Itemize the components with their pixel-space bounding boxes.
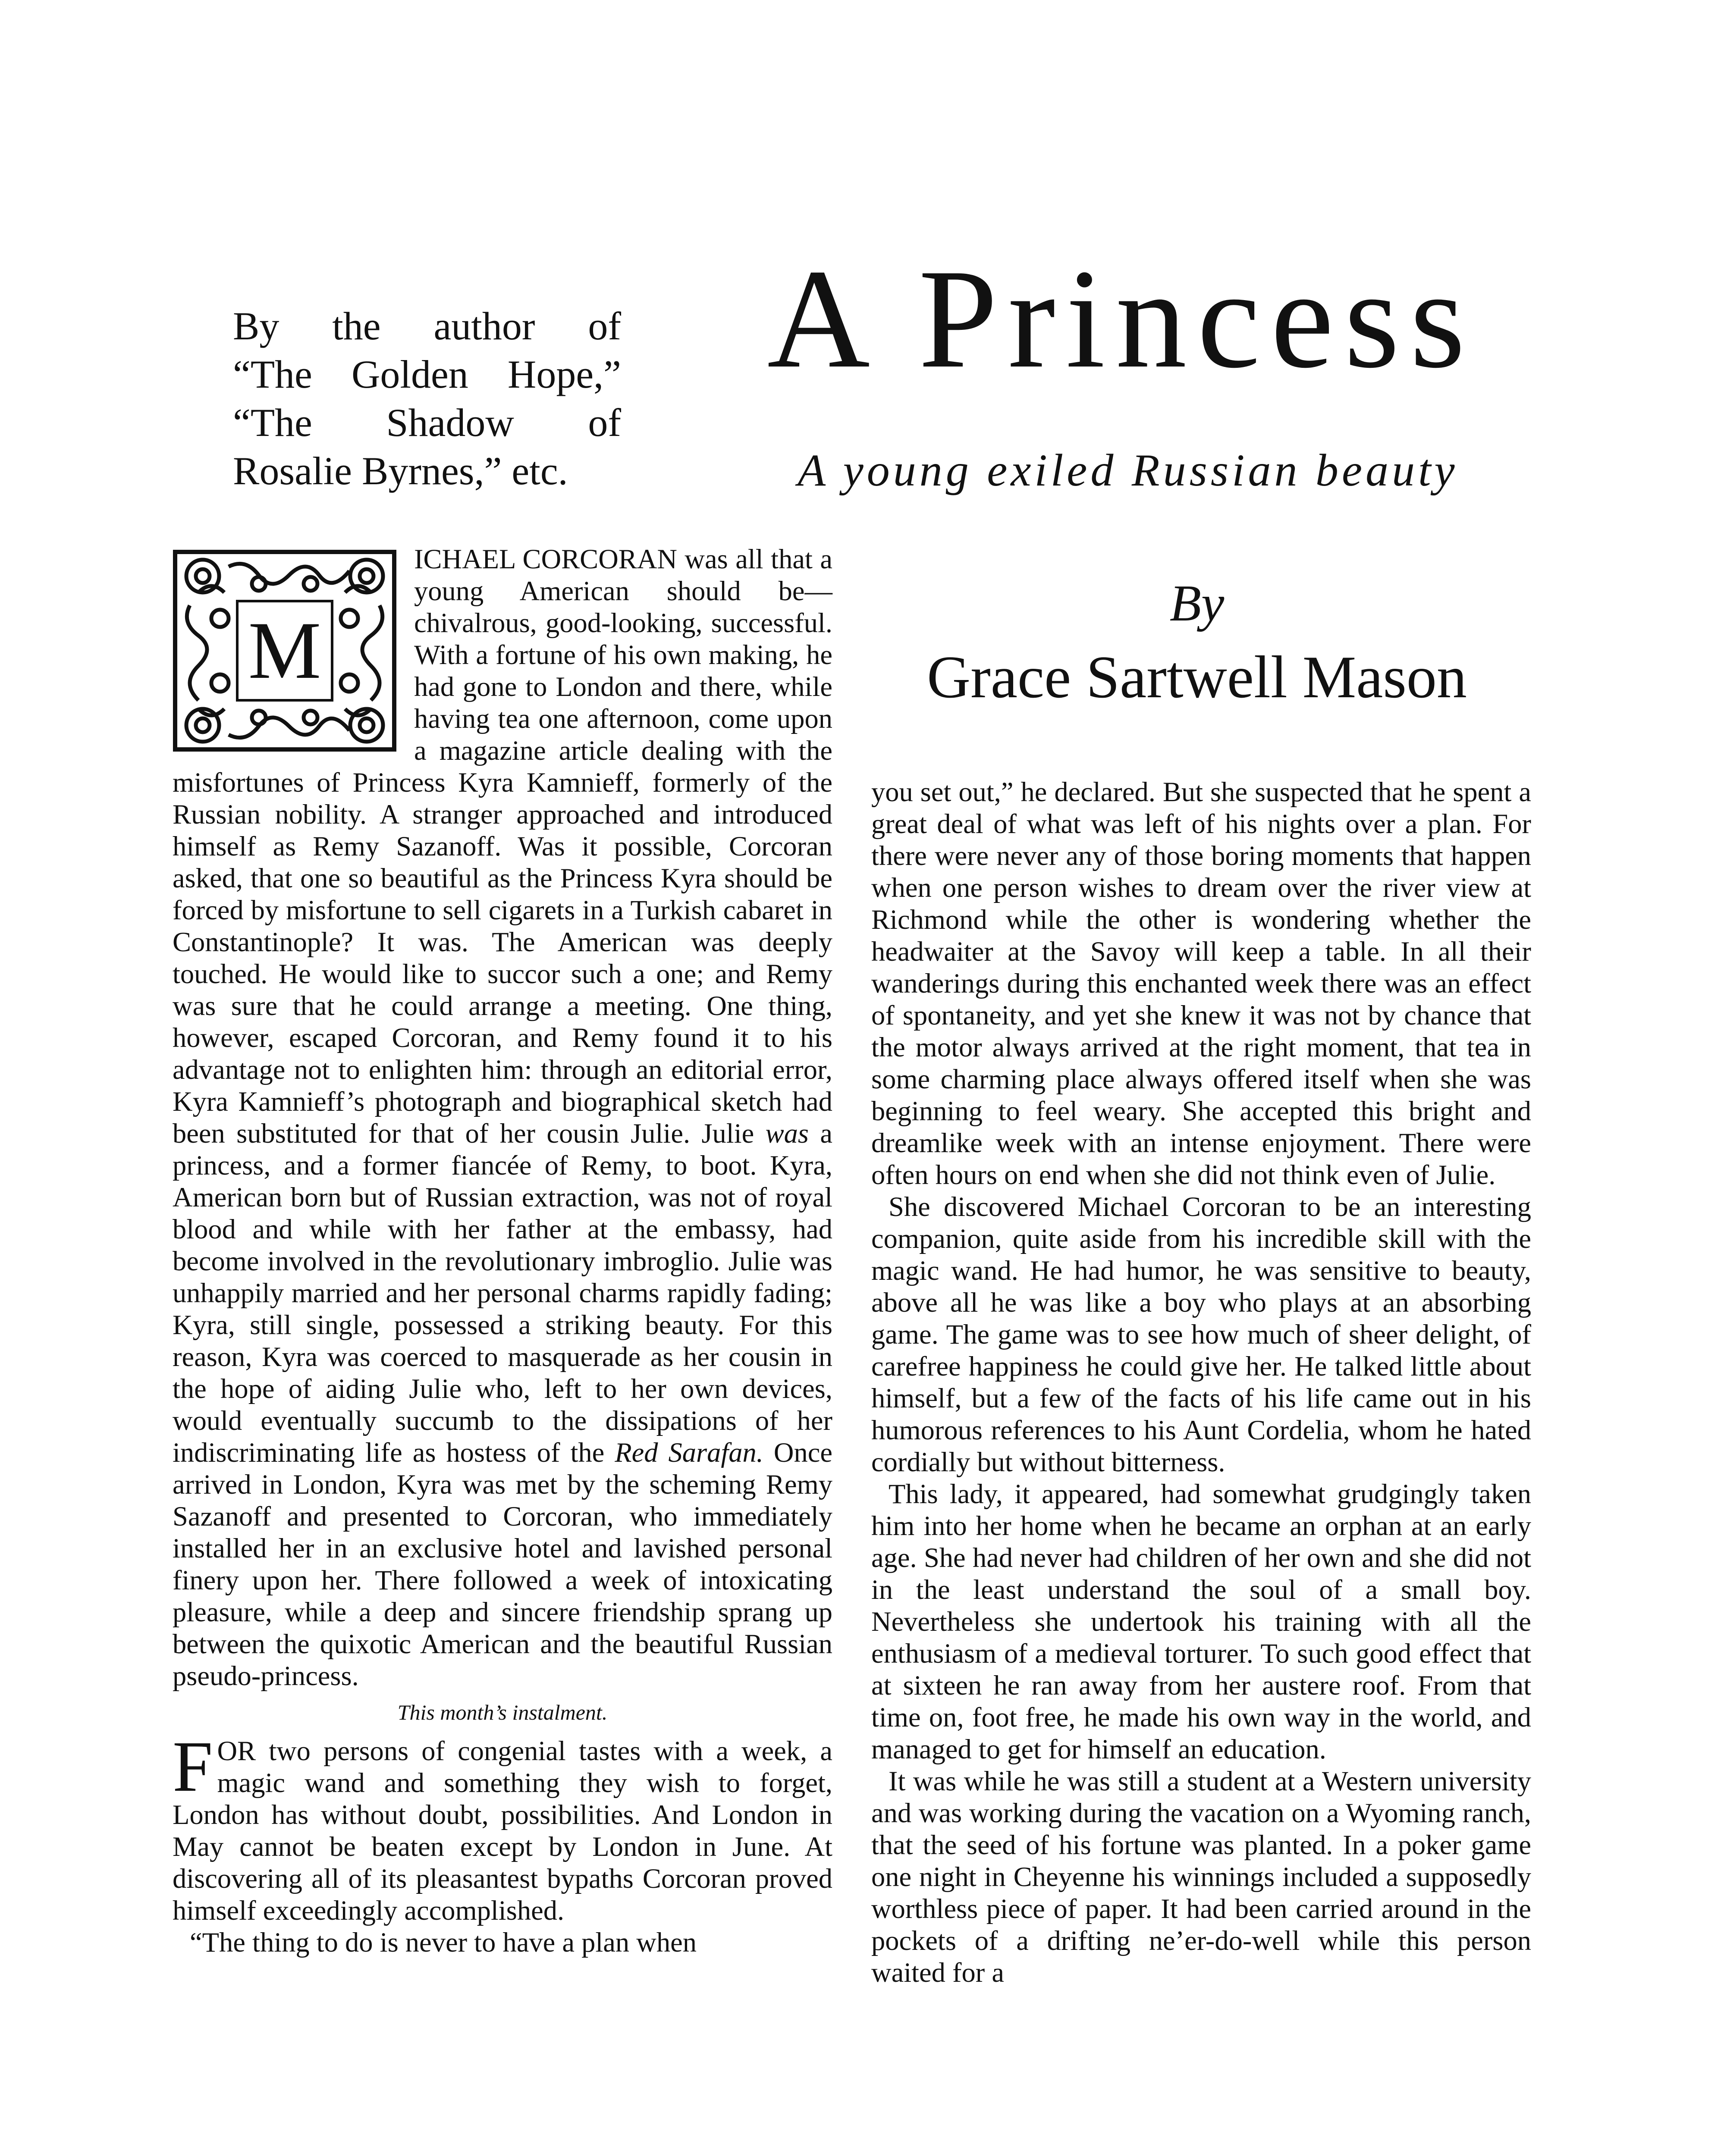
byline-line: “The Golden Hope,”: [233, 352, 621, 396]
synopsis-text: ICHAEL CORCORAN was all that a young American should be—chivalrous, good-looking, successful. With a fortune of his own making, he had gone to London and there, while having tea one afternoon, come upon a magazine article dealing with the misfortunes of Princess Kyra Kamnieff, formerly of the Russian nobility. A stranger approached and introduced himself as Remy Sazanoff. Was it possible, Corcoran asked, that one so beautiful as the Princess Kyra should be forced by misfortune to sell cigarets in a Turkish cabaret in Constantinople? It was. The American was deeply touched. He would like to succor such a one; and Remy was sure that he could arrange a meeting. One thing, however, escaped Corcoran, and Remy found it to his advantage not to enlighten him: through an editorial error, Kyra Kamnieff’s photograph and biographical sketch had been substituted for that of her cousin Julie. Julie: [173, 544, 832, 1149]
story-subtitle: A young exiled Russian beauty: [798, 445, 1458, 495]
byline-line: “The Shadow of: [233, 401, 621, 445]
left-column: [173, 543, 832, 1959]
emphasis-red-sarafan: Red Sarafan.: [615, 1437, 763, 1468]
by-label: By: [1169, 574, 1225, 632]
synopsis-text: a princess, and a former fiancée of Remy, to boot. Kyra, American born but of Russian extraction, was not of royal blood and while with her father at the embassy, had become involved in the revolutionary imbroglio. Julie was unhappily married and her personal charms rapidly fading; Kyra, still single, possessed a striking beauty. For this reason, Kyra was coerced to masquerade as her cousin in the hope of aiding Julie who, left to her own devices, would eventually succumb to the dissipations of her indiscriminating life as hostess of the: [173, 1118, 833, 1468]
author-credit-note: [233, 302, 621, 495]
right-column: [871, 776, 1531, 1989]
emphasis-was: was: [765, 1118, 809, 1149]
story-text: OR two persons of congenial tastes with a week, a magic wand and something they wish to forget, London has without doubt, possibilities. And London in May cannot be beaten except by London in June. At discovering all of its pleasantest bypaths Corcoran proved himself exceedingly accomplished.: [173, 1736, 832, 1926]
initial-letter: M: [248, 605, 321, 696]
story-paragraph: you set out,” he declared. But she suspected that he spent a great deal of what was left of his nights over a plan. For there were never any of those boring moments that happen when one person wishes to dream over the river view at Richmond while the other is wondering whether the headwaiter at the Savoy will keep a table. In all their wanderings during this enchanted week there was an effect of spontaneity, and yet she knew it was not by chance that the motor always arrived at the right moment, that tea in some charming place always offered itself when she was beginning to feel weary. She accepted this bright and dreamlike week with an intense enjoyment. There were often hours on end when she did not think even of Julie.: [871, 777, 1531, 1190]
initial-f: F: [173, 1727, 213, 1807]
story-paragraph: It was while he was still a student at a Western university and was working during the vacation on a Wyoming ranch, that the seed of his fortune was planted. In a poker game one night in Cheyenne his winnings included a supposedly worthless piece of paper. It had been carried around in the pockets of a drifting ne’er-do-well while this person waited for a: [871, 1766, 1531, 1988]
story-paragraph: [173, 1727, 832, 1927]
author-name: Grace Sartwell Mason: [927, 644, 1467, 711]
story-title: A Princess: [767, 240, 1476, 398]
story-paragraph: This lady, it appeared, had somewhat grudgingly taken him into her home when he became an orphan at an early age. She had never had children of her own and she did not in the least understand the soul of a small boy. Nevertheless she undertook his training with all the enthusiasm of a medieval torturer. To such good effect that at sixteen he ran away from her austere roof. From that time on, foot free, he made his own way in the world, and managed to get for himself an education.: [871, 1479, 1531, 1764]
ornamental-initial: [173, 549, 397, 752]
byline-line: By the author of: [233, 304, 621, 348]
instalment-label: This month’s instalment.: [397, 1700, 608, 1724]
byline-line: Rosalie Byrnes,” etc.: [233, 449, 568, 493]
story-paragraph: She discovered Michael Corcoran to be an interesting companion, quite aside from his incredible skill with the magic wand. He had humor, he was sensitive to beauty, above all he was like a boy who plays at an absorbing game. The game was to see how much of sheer delight, of carefree happiness he could give her. He talked little about himself, but a few of the facts of his life came out in his humorous references to his Aunt Cordelia, whom he hated cordially but without bitterness.: [871, 1191, 1531, 1477]
synopsis-text: Once arrived in London, Kyra was met by the scheming Remy Sazanoff and presented to Corcoran, who immediately installed her in an exclusive hotel and lavished personal finery upon her. There followed a week of intoxicating pleasure, while a deep and sincere friendship sprang up between the quixotic American and the beautiful Russian pseudo-princess.: [173, 1437, 832, 1691]
story-paragraph: “The thing to do is never to have a plan when: [190, 1927, 697, 1958]
